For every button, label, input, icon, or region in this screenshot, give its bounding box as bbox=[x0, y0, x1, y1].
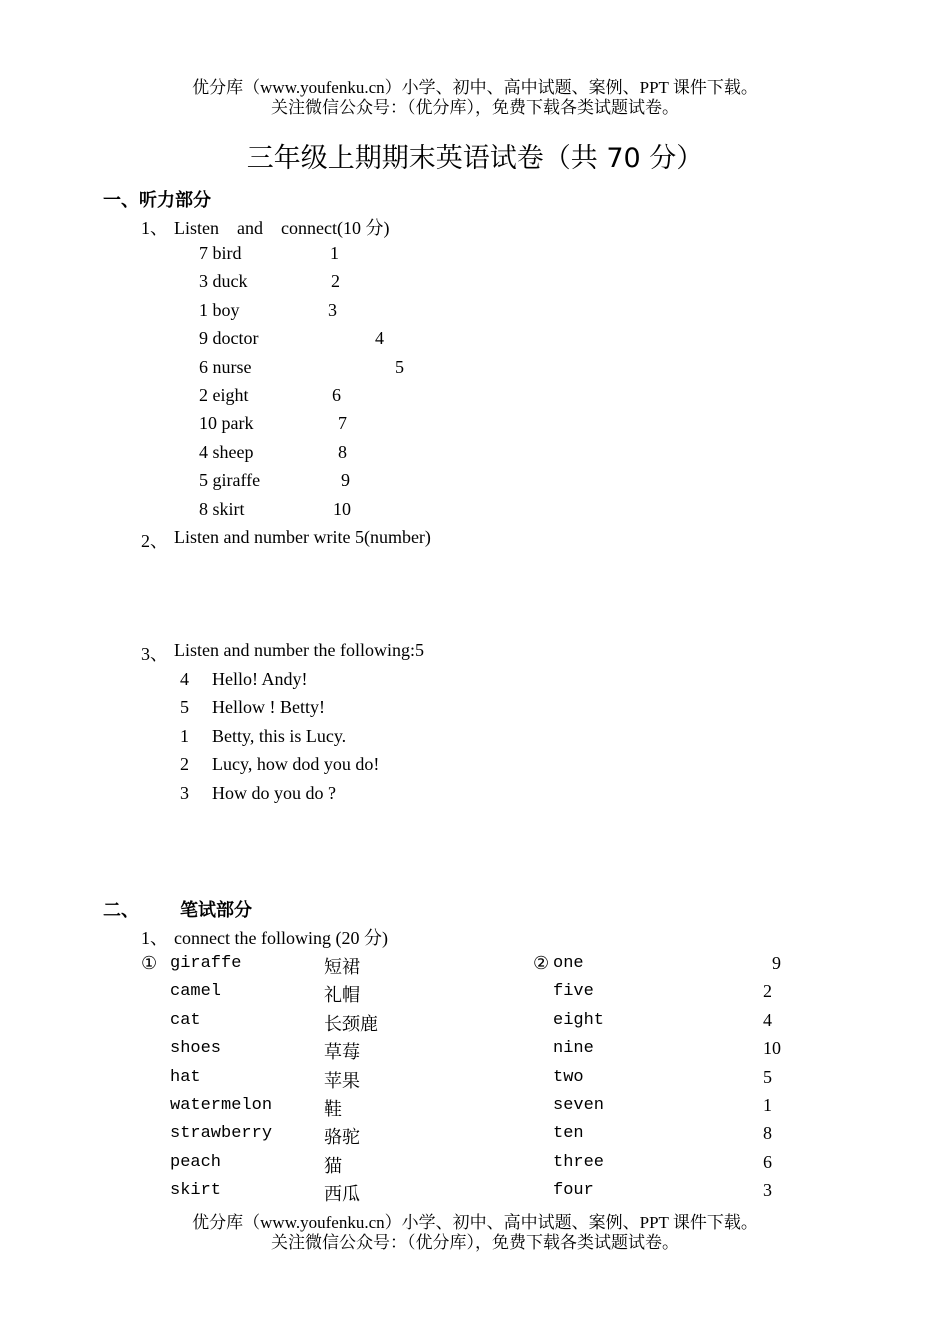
dialogue-line: How do you do ? bbox=[212, 782, 336, 803]
group-a-marker: ① bbox=[141, 953, 158, 973]
number-word: one bbox=[553, 954, 584, 973]
dialogue-number: 1 bbox=[180, 725, 189, 746]
number-word: four bbox=[553, 1181, 594, 1201]
number-word: two bbox=[553, 1067, 584, 1087]
number-word: five bbox=[553, 982, 594, 1002]
digit: 1 bbox=[763, 1095, 772, 1115]
connect-number: 8 bbox=[338, 441, 347, 462]
connect-word: 7 bird bbox=[199, 243, 242, 263]
number-word: eight bbox=[553, 1010, 605, 1030]
chinese-word: 草莓 bbox=[324, 1042, 360, 1063]
q3-label: Listen and number the following:5 bbox=[174, 640, 424, 660]
connect-number: 9 bbox=[341, 470, 350, 491]
chinese-word: 长颈鹿 bbox=[324, 1013, 378, 1034]
english-word: giraffe bbox=[170, 954, 242, 973]
connect-word: 10 park bbox=[199, 413, 254, 434]
connect-word: 3 duck bbox=[199, 271, 248, 292]
connect-word: 2 eight bbox=[199, 385, 249, 405]
digit: 10 bbox=[763, 1038, 781, 1059]
footer-line-1: 优分库（www.youfenku.cn）小学、初中、高中试题、案例、PPT 课件下载。 bbox=[192, 1213, 758, 1232]
q2-prefix: 2、 bbox=[141, 531, 168, 551]
english-word: strawberry bbox=[170, 1124, 273, 1144]
part1-heading: 一、听力部分 bbox=[103, 190, 211, 210]
dialogue-line: Hellow ! Betty! bbox=[212, 697, 325, 718]
connect-number: 4 bbox=[375, 328, 384, 349]
chinese-word: 短裙 bbox=[324, 957, 360, 977]
q2-label: Listen and number write 5(number) bbox=[174, 527, 431, 547]
english-word: watermelon bbox=[170, 1096, 273, 1115]
connect-word: 1 boy bbox=[199, 299, 240, 320]
connect-number: 1 bbox=[330, 243, 339, 263]
connect-number: 7 bbox=[338, 413, 347, 434]
connect-word: 4 sheep bbox=[199, 441, 254, 462]
connect-word: 9 doctor bbox=[199, 328, 259, 349]
dialogue-number: 3 bbox=[180, 782, 189, 803]
english-word: peach bbox=[170, 1152, 222, 1172]
digit: 2 bbox=[763, 981, 772, 1002]
english-word: skirt bbox=[170, 1181, 222, 1201]
connect-number: 3 bbox=[328, 299, 337, 320]
page-title: 三年级上期期末英语试卷（共 70 分） bbox=[246, 143, 704, 174]
chinese-word: 猫 bbox=[324, 1155, 342, 1176]
number-word: nine bbox=[553, 1039, 594, 1059]
chinese-word: 西瓜 bbox=[324, 1184, 360, 1205]
part2-heading: 笔试部分 bbox=[180, 900, 252, 920]
part2-heading-number: 二、 bbox=[103, 900, 139, 920]
number-word: three bbox=[553, 1152, 605, 1172]
connect-number: 6 bbox=[332, 385, 341, 405]
english-word: shoes bbox=[170, 1039, 222, 1059]
q1-label: Listen and connect(10 分) bbox=[174, 218, 390, 238]
dialogue-line: Betty, this is Lucy. bbox=[212, 725, 347, 746]
number-word: seven bbox=[553, 1096, 605, 1115]
p2q1-label: connect the following (20 分) bbox=[174, 928, 388, 948]
connect-number: 2 bbox=[331, 271, 340, 292]
q3-prefix: 3、 bbox=[141, 644, 168, 664]
digit: 5 bbox=[763, 1066, 772, 1087]
connect-word: 6 nurse bbox=[199, 356, 252, 377]
digit: 3 bbox=[763, 1180, 772, 1201]
dialogue-number: 5 bbox=[180, 697, 189, 718]
english-word: camel bbox=[170, 982, 222, 1002]
dialogue-number: 4 bbox=[180, 669, 189, 689]
digit: 8 bbox=[763, 1123, 772, 1144]
group-b-marker: ② bbox=[533, 953, 550, 973]
chinese-word: 鞋 bbox=[324, 1099, 342, 1119]
p2q1-prefix: 1、 bbox=[141, 928, 168, 948]
footer-line-2: 关注微信公众号：（优分库），免费下载各类试题试卷。 bbox=[271, 1233, 679, 1252]
connect-number: 5 bbox=[395, 356, 404, 377]
dialogue-number: 2 bbox=[180, 754, 189, 775]
number-word: ten bbox=[553, 1124, 584, 1144]
connect-number: 10 bbox=[333, 498, 351, 519]
english-word: cat bbox=[170, 1010, 201, 1030]
digit: 6 bbox=[763, 1151, 772, 1172]
connect-word: 5 giraffe bbox=[199, 470, 261, 491]
digit: 9 bbox=[772, 953, 781, 973]
english-word: hat bbox=[170, 1067, 201, 1087]
dialogue-line: Lucy, how dod you do! bbox=[212, 754, 380, 775]
header-line-2: 关注微信公众号：（优分库），免费下载各类试题试卷。 bbox=[271, 98, 679, 117]
dialogue-line: Hello! Andy! bbox=[212, 669, 308, 689]
chinese-word: 骆驼 bbox=[324, 1127, 360, 1148]
q1-prefix: 1、 bbox=[141, 218, 168, 238]
connect-word: 8 skirt bbox=[199, 498, 245, 519]
digit: 4 bbox=[763, 1009, 772, 1030]
chinese-word: 苹果 bbox=[324, 1070, 360, 1091]
chinese-word: 礼帽 bbox=[324, 985, 360, 1006]
header-line-1: 优分库（www.youfenku.cn）小学、初中、高中试题、案例、PPT 课件下载。 bbox=[192, 78, 758, 97]
